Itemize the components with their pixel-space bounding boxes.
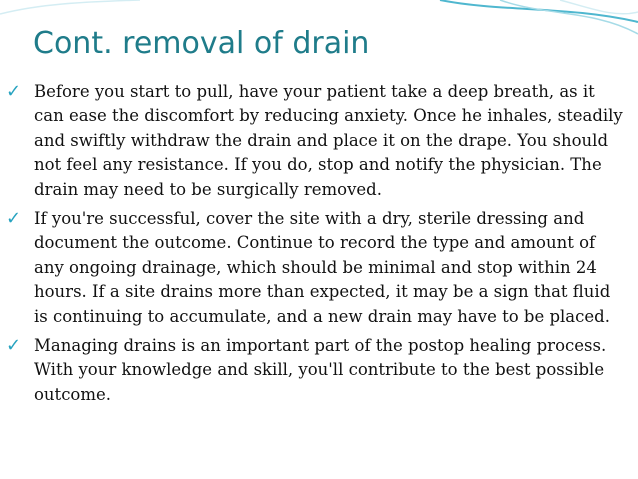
checkmark-icon: ✓ bbox=[6, 81, 22, 102]
bullet-item bbox=[4, 207, 629, 329]
bullet-text: Before you start to pull, have your patient take a deep breath, as it can ease the discomfort by reducing anxiety. Once he inhales, steadily and swiftly withdraw the drain and place it on the drape. You should not feel any resistance. If you do, stop and notify the physician. The drain may need to be surgically removed. bbox=[34, 82, 623, 199]
wave-line-primary bbox=[440, 0, 638, 22]
checkmark-icon: ✓ bbox=[6, 208, 22, 230]
slide-title: Cont. removal of drain bbox=[33, 26, 370, 61]
wave-line-left bbox=[0, 0, 140, 14]
bullet-text: Managing drains is an important part of the postop healing process. With your knowledge and skill, you'll contribute to the best possible outcome. bbox=[34, 336, 607, 404]
bullet-item bbox=[4, 80, 629, 202]
bullet-item bbox=[4, 334, 629, 407]
checkmark-icon: ✓ bbox=[6, 335, 22, 357]
bullet-text: If you're successful, cover the site with a dry, sterile dressing and document the outcome. Continue to record the type and amount of any ongoing drainage, which should be minimal and stop within 24 hours. If a site drains more than expected, it may be a sign that fluid is continuing to accumulate, and a new drain may have to be placed. bbox=[34, 209, 611, 326]
bullet-list bbox=[4, 80, 629, 412]
